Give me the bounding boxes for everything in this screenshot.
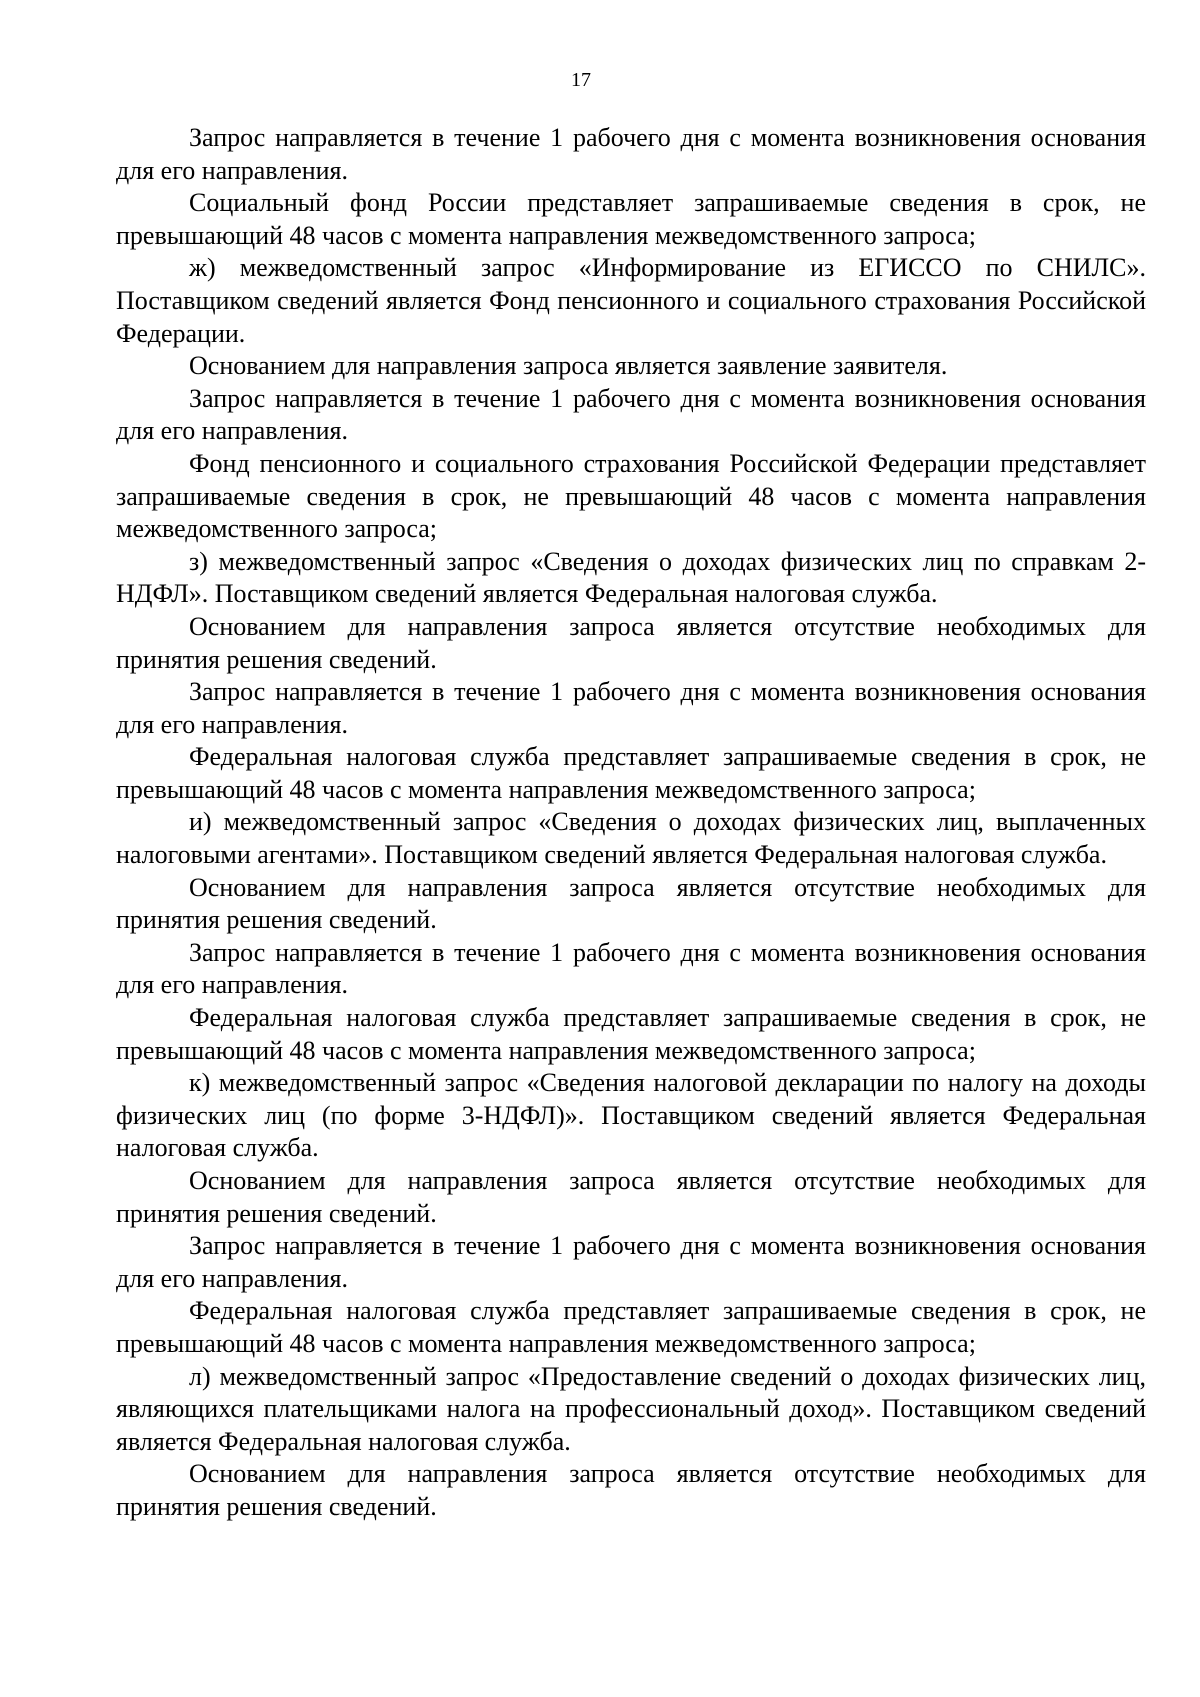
paragraph: Основанием для направления запроса является отсутствие необходимых для принятия решения сведений. (116, 1459, 1146, 1521)
paragraph: ж) межведомственный запрос «Информирование из ЕГИССО по СНИЛС». Поставщиком сведений является Фонд пенсионного и социального страхования Российской Федерации. (116, 253, 1146, 348)
paragraph: Федеральная налоговая служба представляет запрашиваемые сведения в срок, не превышающий 48 часов с момента направления межведомственного запроса; (116, 1003, 1146, 1065)
paragraph: Запрос направляется в течение 1 рабочего дня с момента возникновения основания для его направления. (116, 123, 1146, 185)
paragraph: и) межведомственный запрос «Сведения о доходах физических лиц, выплаченных налоговыми агентами». Поставщиком сведений является Федеральная налоговая служба. (116, 807, 1146, 870)
paragraph: л) межведомственный запрос «Предоставление сведений о доходах физических лиц, являющихся плательщиками налога на профессиональный доход». Поставщиком сведений является Федеральная налоговая служба. (116, 1361, 1146, 1456)
paragraph: з) межведомственный запрос «Сведения о доходах физических лиц по справкам 2-НДФЛ». Поставщиком сведений является Федеральная налоговая служба. (116, 546, 1146, 609)
body-text (116, 122, 1146, 1524)
paragraph: Запрос направляется в течение 1 рабочего дня с момента возникновения основания для его направления. (116, 937, 1146, 1000)
paragraph: Фонд пенсионного и социального страхования Российской Федерации представляет запрашиваемые сведения в срок, не превышающий 48 часов с момента направления межведомственного запроса; (116, 448, 1146, 544)
paragraph: Запрос направляется в течение 1 рабочего дня с момента возникновения основания для его направления. (116, 383, 1146, 446)
paragraph: Федеральная налоговая служба представляет запрашиваемые сведения в срок, не превышающий 48 часов с момента направления межведомственного запроса; (116, 1296, 1146, 1358)
paragraph: Запрос направляется в течение 1 рабочего дня с момента возникновения основания для его направления. (116, 677, 1146, 739)
page-number: 17 (571, 69, 591, 91)
paragraph: Запрос направляется в течение 1 рабочего дня с момента возникновения основания для его направления. (116, 1231, 1146, 1293)
paragraph: Основанием для направления запроса является заявление заявителя. (189, 351, 948, 381)
paragraph: Федеральная налоговая служба представляет запрашиваемые сведения в срок, не превышающий 48 часов с момента направления межведомственного запроса; (116, 742, 1146, 804)
paragraph: Основанием для направления запроса является отсутствие необходимых для принятия решения сведений. (116, 872, 1146, 935)
paragraph: к) межведомственный запрос «Сведения налоговой декларации по налогу на доходы физических лиц (по форме 3-НДФЛ)». Поставщиком сведений является Федеральная налоговая служба. (116, 1068, 1146, 1163)
paragraph: Основанием для направления запроса является отсутствие необходимых для принятия решения сведений. (116, 1166, 1146, 1228)
paragraph: Социальный фонд России представляет запрашиваемые сведения в срок, не превышающий 48 часов с момента направления межведомственного запроса; (116, 188, 1146, 250)
paragraph: Основанием для направления запроса является отсутствие необходимых для принятия решения сведений. (116, 611, 1146, 674)
